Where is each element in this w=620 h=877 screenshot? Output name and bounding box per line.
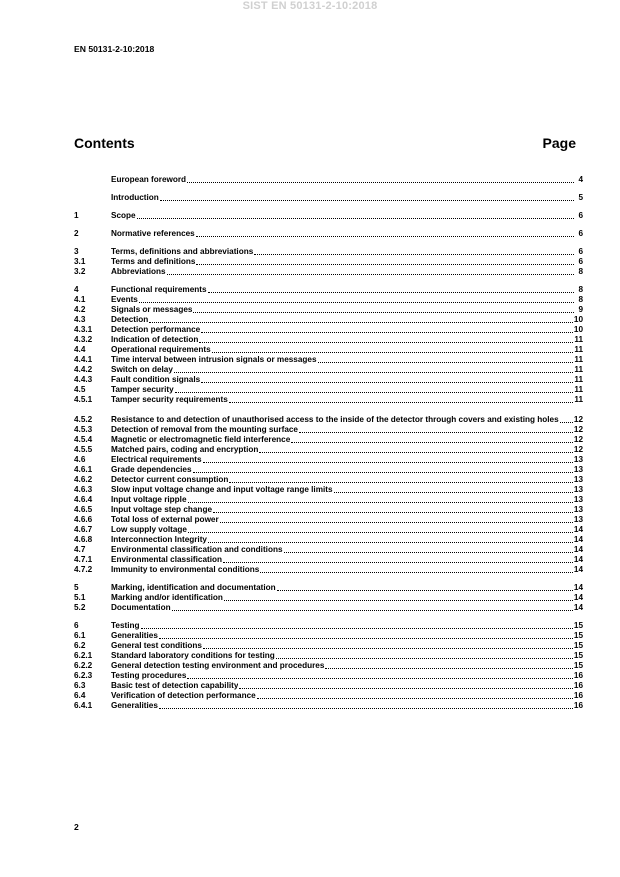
toc-entry-title-group [111, 455, 574, 465]
toc-entry[interactable] [74, 621, 583, 631]
toc-entry[interactable] [74, 651, 583, 661]
watermark: SIST EN 50131-2-10:2018 [242, 0, 378, 12]
toc-entry[interactable] [74, 455, 583, 465]
toc-entry[interactable] [74, 465, 583, 475]
toc-entry-title-group [111, 621, 574, 631]
toc-entry-page: 14 [573, 565, 583, 574]
toc-entry[interactable] [74, 365, 583, 375]
toc-entry-title-group [111, 335, 574, 345]
toc-entry-page: 13 [573, 515, 583, 524]
toc-entry-title-group [111, 211, 575, 221]
toc-entry-page: 11 [574, 385, 583, 394]
toc-entry-page: 16 [573, 671, 583, 680]
toc-entry-title-group [111, 701, 574, 711]
toc-dot-leader [199, 341, 573, 343]
toc-entry-title-group [111, 525, 574, 535]
toc-entry-title-group [111, 295, 575, 305]
toc-entry-page: 6 [578, 257, 583, 266]
toc-spacer [74, 221, 583, 229]
toc-entry-title: Scope [111, 211, 136, 220]
toc-entry-title-group [111, 445, 574, 455]
toc-entry-number: 4.6.5 [74, 505, 93, 514]
toc-dot-leader [260, 571, 573, 573]
toc-dot-leader [220, 521, 573, 523]
toc-dot-leader [201, 331, 573, 333]
toc-entry-number: 4.5.4 [74, 435, 93, 444]
toc-entry-page: 12 [573, 415, 583, 424]
toc-entry-number: 4.7 [74, 545, 86, 554]
toc-dot-leader [212, 351, 574, 353]
toc-entry[interactable] [74, 631, 583, 641]
toc-entry-title: Detection performance [111, 325, 201, 334]
toc-entry[interactable] [74, 335, 583, 345]
toc-entry-page: 11 [574, 375, 583, 384]
toc-entry-title: Indication of detection [111, 335, 199, 344]
toc-dot-leader [299, 431, 573, 433]
toc-dot-leader [188, 531, 573, 533]
toc-entry-title: Marking, identification and documentation [111, 583, 276, 592]
toc-dot-leader [213, 511, 573, 513]
toc-entry-number: 4.2 [74, 305, 86, 314]
toc-entry[interactable] [74, 701, 583, 711]
toc-entry-page: 6 [578, 211, 583, 220]
toc-entry-page: 14 [573, 583, 583, 592]
toc-entry-page: 9 [578, 305, 583, 314]
toc-entry-title-group [111, 425, 574, 435]
toc-entry-number: 5.1 [74, 593, 86, 602]
toc-dot-leader [223, 561, 573, 563]
toc-dot-leader [141, 627, 573, 629]
toc-entry[interactable] [74, 229, 583, 239]
toc-entry-number: 4.6.2 [74, 475, 93, 484]
toc-entry-number: 6.2.2 [74, 661, 93, 670]
toc-entry-title: Switch on delay [111, 365, 173, 374]
toc-entry-title: Introduction [111, 193, 159, 202]
toc-entry-title: Documentation [111, 603, 171, 612]
toc-entry-title-group [111, 355, 574, 365]
toc-entry-page: 11 [574, 395, 583, 404]
toc-entry-page: 14 [573, 545, 583, 554]
toc-entry-page: 10 [573, 315, 583, 324]
toc-dot-leader [172, 609, 573, 611]
toc-entry[interactable] [74, 305, 583, 315]
toc-entry-title-group [111, 661, 574, 671]
toc-entry[interactable] [74, 175, 583, 185]
toc-entry-number: 4.5.5 [74, 445, 93, 454]
toc-dot-leader [334, 491, 573, 493]
toc-entry[interactable] [74, 603, 583, 613]
toc-entry-page: 12 [573, 435, 583, 444]
toc-entry-page: 8 [578, 285, 583, 294]
toc-dot-leader [187, 181, 574, 183]
toc-entry-page: 4 [578, 175, 583, 184]
toc-dot-leader [193, 311, 574, 313]
toc-entry[interactable] [74, 285, 583, 295]
toc-entry[interactable] [74, 315, 583, 325]
toc-entry-title-group [111, 593, 574, 603]
toc-entry-page: 12 [573, 445, 583, 454]
toc-dot-leader [208, 541, 573, 543]
toc-entry-title-group [111, 535, 574, 545]
toc-dot-leader [203, 647, 573, 649]
toc-entry-title: Signals or messages [111, 305, 193, 314]
toc-entry-page: 11 [574, 365, 583, 374]
toc-entry-number: 4.6 [74, 455, 86, 464]
toc-entry[interactable] [74, 267, 583, 277]
toc-entry[interactable] [74, 515, 583, 525]
toc-entry[interactable] [74, 193, 583, 203]
toc-dot-leader [149, 321, 573, 323]
toc-entry[interactable] [74, 555, 583, 565]
toc-entry-title: Fault condition signals [111, 375, 201, 384]
toc-entry-page: 14 [573, 555, 583, 564]
toc-entry-title: Detection [111, 315, 149, 324]
toc-dot-leader [187, 677, 573, 679]
toc-entry-title: Abbreviations [111, 267, 166, 276]
toc-entry-title-group [111, 193, 575, 203]
table-of-contents [74, 175, 583, 711]
toc-entry-page: 11 [574, 345, 583, 354]
toc-entry-title: Generalities [111, 631, 158, 640]
toc-entry-number: 6.1 [74, 631, 86, 640]
toc-entry-title: Detector current consumption [111, 475, 229, 484]
toc-entry-page: 15 [573, 641, 583, 650]
toc-entry[interactable] [74, 405, 583, 425]
toc-entry-title: Tamper security requirements [111, 395, 228, 404]
toc-dot-leader [196, 235, 574, 237]
toc-entry-page: 6 [578, 229, 583, 238]
toc-entry-page: 14 [573, 525, 583, 534]
toc-entry-title-group [111, 305, 575, 315]
contents-title: Contents [74, 135, 135, 151]
toc-dot-leader [318, 361, 574, 363]
toc-entry-title: Terms, definitions and abbreviations [111, 247, 254, 256]
toc-dot-leader [239, 687, 572, 689]
toc-entry[interactable] [74, 641, 583, 651]
toc-entry-title: Input voltage step change [111, 505, 212, 514]
toc-entry[interactable] [74, 661, 583, 671]
toc-entry-page: 6 [578, 247, 583, 256]
toc-entry-page: 16 [573, 701, 583, 710]
toc-entry[interactable] [74, 545, 583, 555]
toc-entry[interactable] [74, 535, 583, 545]
toc-entry-page: 14 [573, 593, 583, 602]
toc-entry[interactable] [74, 525, 583, 535]
toc-entry-number: 6.4 [74, 691, 86, 700]
toc-entry-title: Testing [111, 621, 140, 630]
toc-entry-number: 6.2 [74, 641, 86, 650]
toc-entry-page: 13 [573, 485, 583, 494]
toc-dot-leader [276, 657, 573, 659]
toc-entry-number: 4.1 [74, 295, 86, 304]
toc-entry-page: 14 [573, 603, 583, 612]
toc-entry-title-group [111, 555, 574, 565]
toc-entry-page: 13 [573, 465, 583, 474]
toc-entry-title: Events [111, 295, 138, 304]
toc-entry-title-group [111, 505, 574, 515]
toc-entry[interactable] [74, 325, 583, 335]
toc-entry-title-group [111, 583, 574, 593]
toc-entry-page: 15 [573, 621, 583, 630]
toc-dot-leader [167, 273, 574, 275]
toc-entry-title-group [111, 267, 575, 277]
toc-spacer [74, 277, 583, 285]
toc-entry[interactable] [74, 485, 583, 495]
toc-entry-number: 4.4 [74, 345, 86, 354]
toc-entry-title-group [111, 603, 574, 613]
toc-entry[interactable] [74, 375, 583, 385]
toc-dot-leader [175, 391, 574, 393]
toc-entry-number: 4.6.3 [74, 485, 93, 494]
toc-entry-number: 3.1 [74, 257, 86, 266]
toc-dot-leader [188, 501, 573, 503]
toc-spacer [74, 239, 583, 247]
toc-entry-title: Verification of detection performance [111, 691, 256, 700]
toc-entry-number: 6 [74, 621, 79, 630]
toc-entry[interactable] [74, 425, 583, 435]
toc-entry-title-group [111, 681, 574, 691]
toc-entry-page: 13 [573, 505, 583, 514]
toc-entry-number: 4.5.3 [74, 425, 93, 434]
page-number: 2 [74, 822, 79, 832]
toc-entry-number: 4.4.3 [74, 375, 93, 384]
toc-dot-leader [257, 697, 573, 699]
toc-entry[interactable] [74, 345, 583, 355]
toc-entry[interactable] [74, 395, 583, 405]
toc-dot-leader [254, 253, 574, 255]
toc-entry-title-group [111, 175, 575, 185]
toc-entry[interactable] [74, 257, 583, 267]
toc-dot-leader [160, 199, 574, 201]
toc-entry-number: 4.3.1 [74, 325, 93, 334]
document-id: EN 50131-2-10:2018 [74, 44, 155, 54]
toc-entry-page: 16 [573, 681, 583, 690]
toc-entry-title: Marking and/or identification [111, 593, 223, 602]
toc-entry-title: General test conditions [111, 641, 202, 650]
toc-entry-page: 13 [573, 495, 583, 504]
toc-entry-page: 15 [573, 661, 583, 670]
toc-entry-number: 4.6.7 [74, 525, 93, 534]
toc-entry-number: 2 [74, 229, 79, 238]
toc-entry-title-group [111, 385, 574, 395]
toc-entry-title: Basic test of detection capability [111, 681, 239, 690]
toc-entry-number: 5.2 [74, 603, 86, 612]
toc-entry-number: 4 [74, 285, 79, 294]
toc-dot-leader [193, 471, 573, 473]
toc-entry[interactable] [74, 593, 583, 603]
toc-entry-number: 4.5.1 [74, 395, 93, 404]
toc-entry-title-group [111, 671, 574, 681]
toc-entry-number: 5 [74, 583, 79, 592]
toc-entry-title: Total loss of external power [111, 515, 219, 524]
toc-entry[interactable] [74, 583, 583, 593]
toc-dot-leader [284, 551, 573, 553]
toc-entry-number: 4.3.2 [74, 335, 93, 344]
toc-entry-title: Matched pairs, coding and encryption [111, 445, 259, 454]
toc-entry-title: Standard laboratory conditions for testing [111, 651, 275, 660]
toc-entry-number: 6.4.1 [74, 701, 93, 710]
toc-entry-title: European foreword [111, 175, 187, 184]
toc-entry[interactable] [74, 565, 583, 575]
toc-entry-page: 11 [574, 355, 583, 364]
toc-spacer [74, 203, 583, 211]
toc-entry[interactable] [74, 505, 583, 515]
toc-entry[interactable] [74, 247, 583, 257]
toc-entry-page: 8 [578, 295, 583, 304]
toc-entry-page: 16 [573, 691, 583, 700]
toc-entry-number: 4.5.2 [74, 415, 93, 424]
toc-entry-title-group [111, 691, 574, 701]
toc-entry-title-group [111, 315, 574, 325]
toc-entry-title: Tamper security [111, 385, 174, 394]
toc-entry-title-group [111, 229, 575, 239]
toc-entry-page: 8 [578, 267, 583, 276]
toc-entry-number: 4.4.1 [74, 355, 93, 364]
toc-entry-title: Input voltage ripple [111, 495, 187, 504]
toc-entry[interactable] [74, 445, 583, 455]
toc-dot-leader [259, 451, 572, 453]
toc-entry-page: 13 [573, 455, 583, 464]
toc-dot-leader [174, 371, 573, 373]
toc-entry-title-group [111, 345, 574, 355]
toc-entry-title-group [111, 651, 574, 661]
toc-entry-number: 3 [74, 247, 79, 256]
toc-entry-title-group [111, 515, 574, 525]
toc-entry-title: Generalities [111, 701, 158, 710]
toc-entry-title-group [111, 375, 574, 385]
toc-entry-number: 3.2 [74, 267, 86, 276]
toc-dot-leader [137, 217, 574, 219]
toc-entry-title-group [111, 247, 575, 257]
toc-entry[interactable] [74, 295, 583, 305]
toc-entry-number: 4.3 [74, 315, 86, 324]
toc-entry-number: 6.2.3 [74, 671, 93, 680]
toc-entry-number: 4.7.1 [74, 555, 93, 564]
toc-entry-number: 1 [74, 211, 79, 220]
toc-spacer [74, 185, 583, 193]
toc-entry[interactable] [74, 671, 583, 681]
toc-entry-title-group [111, 325, 574, 335]
toc-dot-leader [277, 589, 573, 591]
toc-entry-title: Magnetic or electromagnetic field interference [111, 435, 291, 444]
toc-entry-title-group [111, 485, 574, 495]
toc-entry-title: Normative references [111, 229, 195, 238]
toc-entry-number: 4.6.8 [74, 535, 93, 544]
toc-entry[interactable] [74, 211, 583, 221]
toc-entry-title: Detection of removal from the mounting surface [111, 425, 298, 434]
toc-entry-title-group [111, 565, 574, 575]
toc-entry-title: Electrical requirements [111, 455, 202, 464]
toc-entry-title: Resistance to and detection of unauthorised access to the inside of the detector through covers and existing holes [111, 415, 559, 424]
toc-entry-number: 6.3 [74, 681, 86, 690]
toc-spacer [74, 613, 583, 621]
toc-dot-leader [325, 667, 573, 669]
toc-entry[interactable] [74, 495, 583, 505]
toc-entry-title: Slow input voltage change and input voltage range limits [111, 485, 333, 494]
toc-entry-page: 10 [573, 325, 583, 334]
toc-entry-title-group [111, 495, 574, 505]
toc-dot-leader [229, 401, 574, 403]
toc-entry-title: Operational requirements [111, 345, 211, 354]
toc-dot-leader [159, 637, 573, 639]
toc-entry-title-group [111, 641, 574, 651]
toc-entry-page: 15 [573, 651, 583, 660]
toc-entry[interactable] [74, 691, 583, 701]
toc-entry-number: 4.6.4 [74, 495, 93, 504]
toc-entry-title-group [111, 395, 574, 405]
toc-entry-page: 12 [573, 425, 583, 434]
toc-entry-title-group [111, 545, 574, 555]
toc-dot-leader [208, 291, 574, 293]
toc-entry-number: 4.7.2 [74, 565, 93, 574]
page-column-heading: Page [542, 135, 576, 151]
toc-entry-title-group [111, 415, 574, 425]
toc-entry-title-group [111, 285, 575, 295]
toc-entry-title-group [111, 257, 575, 267]
toc-entry-number: 4.4.2 [74, 365, 93, 374]
toc-entry[interactable] [74, 435, 583, 445]
toc-entry-page: 14 [573, 535, 583, 544]
toc-entry-title: Low supply voltage [111, 525, 187, 534]
toc-dot-leader [159, 707, 573, 709]
toc-dot-leader [139, 301, 574, 303]
toc-entry[interactable] [74, 681, 583, 691]
toc-dot-leader [196, 263, 574, 265]
toc-entry-title: Environmental classification and conditions [111, 545, 283, 554]
toc-entry-title-group [111, 475, 574, 485]
toc-entry-number: 4.6.6 [74, 515, 93, 524]
toc-dot-leader [224, 599, 573, 601]
toc-dot-leader [203, 461, 573, 463]
toc-entry-number: 4.6.1 [74, 465, 93, 474]
toc-entry-page: 11 [574, 335, 583, 344]
toc-entry-title: Functional requirements [111, 285, 207, 294]
toc-entry-page: 15 [573, 631, 583, 640]
toc-entry-title: Interconnection Integrity [111, 535, 207, 544]
toc-entry[interactable] [74, 355, 583, 365]
toc-dot-leader [291, 441, 573, 443]
toc-entry-title: Testing procedures [111, 671, 187, 680]
toc-dot-leader [201, 381, 573, 383]
toc-entry-title-group [111, 465, 574, 475]
toc-entry[interactable] [74, 475, 583, 485]
toc-entry[interactable] [74, 385, 583, 395]
toc-entry-number: 4.5 [74, 385, 86, 394]
toc-entry-number: 6.2.1 [74, 651, 93, 660]
toc-entry-title: General detection testing environment and procedures [111, 661, 325, 670]
toc-entry-title-group [111, 365, 574, 375]
toc-entry-title-group [111, 435, 574, 445]
toc-entry-page: 5 [578, 193, 583, 202]
toc-entry-title: Terms and definitions [111, 257, 196, 266]
toc-dot-leader [229, 481, 573, 483]
toc-entry-page: 13 [573, 475, 583, 484]
toc-spacer [74, 575, 583, 583]
toc-entry-title: Time interval between intrusion signals or messages [111, 355, 317, 364]
toc-entry-title: Immunity to environmental conditions [111, 565, 260, 574]
toc-entry-title: Grade dependencies [111, 465, 192, 474]
toc-dot-leader [560, 421, 573, 423]
toc-entry-title-group [111, 631, 574, 641]
toc-entry-title: Environmental classification [111, 555, 223, 564]
